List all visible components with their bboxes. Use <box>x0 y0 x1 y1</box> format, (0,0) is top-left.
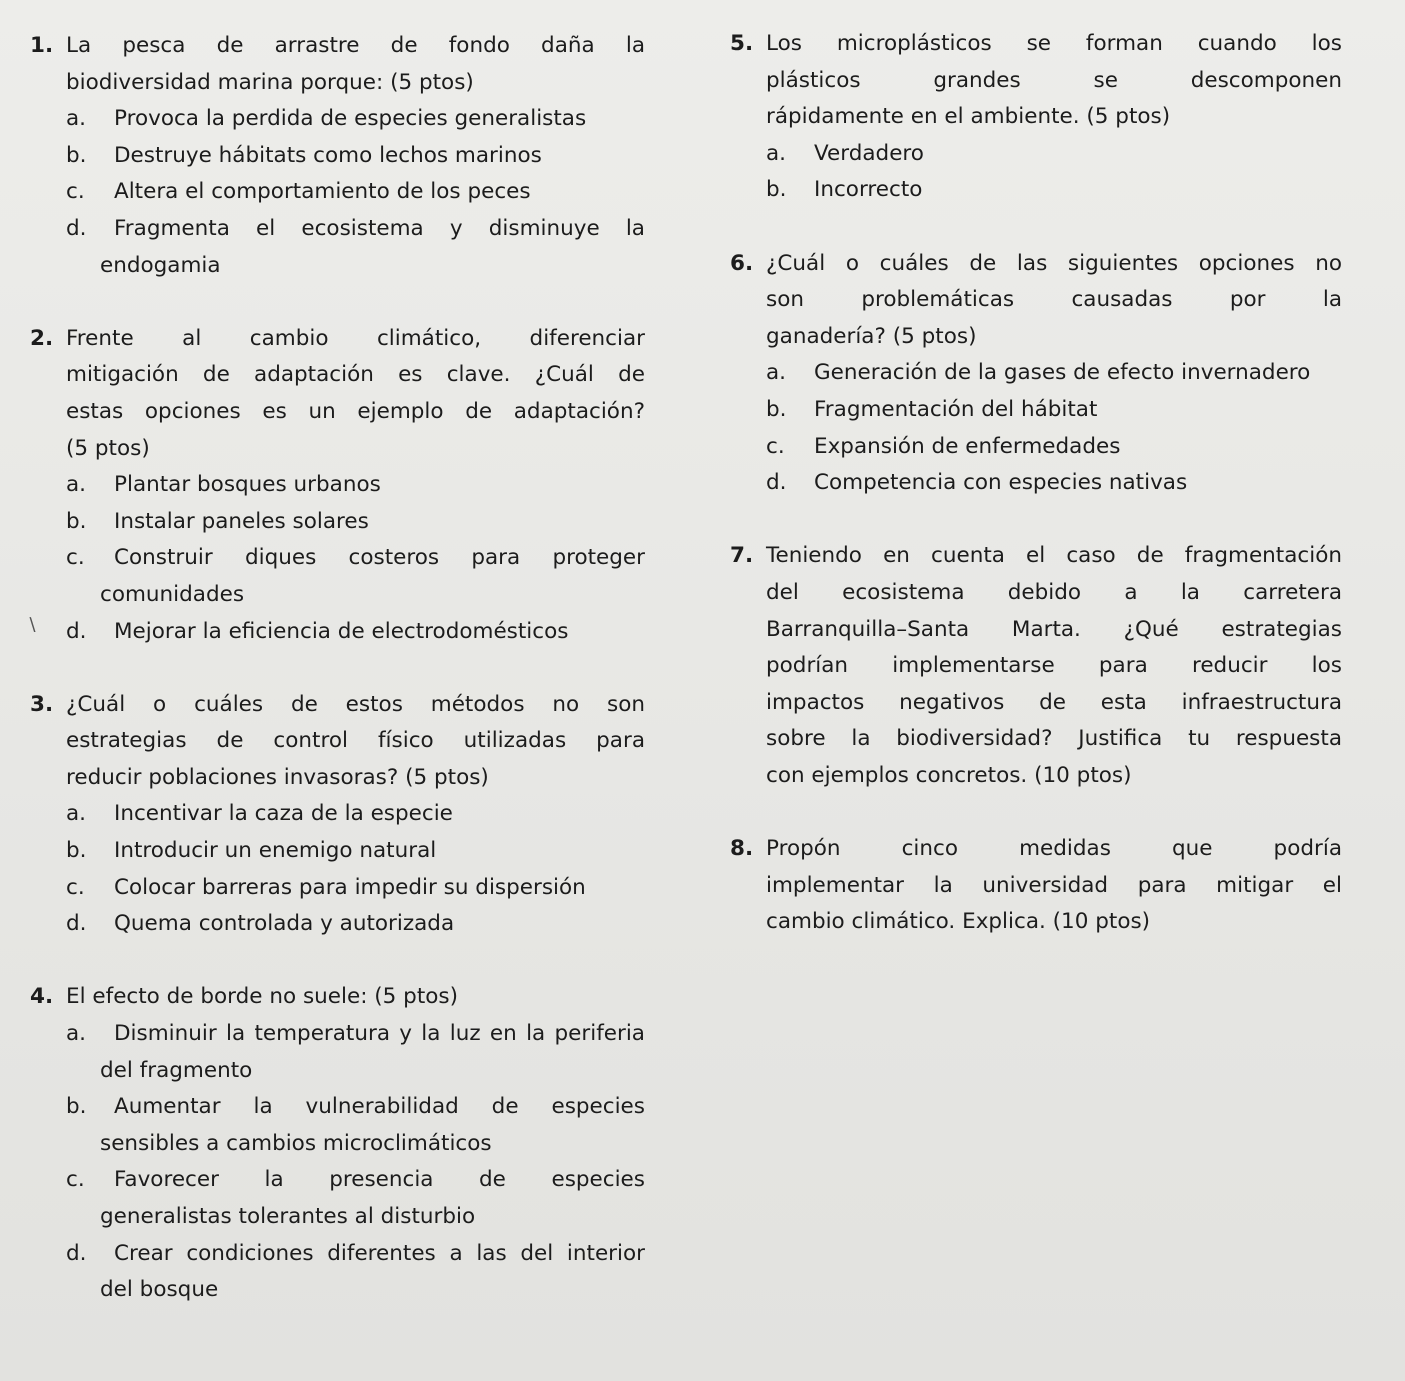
option-text: Fragmentación del hábitat <box>814 396 1098 422</box>
question-spacer <box>30 650 645 687</box>
answer-option-c <box>30 1162 645 1199</box>
answer-option-d <box>30 1236 645 1273</box>
question-stem-line <box>730 831 1342 868</box>
answer-option-a <box>30 467 645 504</box>
question-stem-line: estas opciones es un ejemplo de adaptación? <box>66 398 645 424</box>
option-text-continuation: generalistas tolerantes al disturbio <box>100 1204 476 1229</box>
question-stem-line: sobre la biodiversidad? Justifica tu respuesta <box>766 726 1342 752</box>
option-letter: b. <box>66 142 87 168</box>
question-stem-text: La pesca de arrastre de fondo daña la <box>66 33 645 58</box>
question-stem-line: rápidamente en el ambiente. (5 ptos) <box>766 104 1171 130</box>
question-stem-line <box>30 979 645 1016</box>
answer-option-a <box>30 101 645 138</box>
option-text-continuation: endogamia <box>100 252 221 278</box>
option-text: Generación de la gases de efecto invernadero <box>814 360 1311 386</box>
answer-option-c <box>30 540 645 577</box>
option-letter: d. <box>66 215 87 241</box>
option-text-continuation: del bosque <box>100 1277 219 1303</box>
question-stem-line <box>730 246 1342 283</box>
option-letter: c. <box>66 179 85 205</box>
option-text: Destruye hábitats como lechos marinos <box>114 142 542 168</box>
option-letter: c. <box>766 433 785 459</box>
answer-option-d <box>730 465 1342 502</box>
question-number: 2. <box>30 325 54 351</box>
question-3 <box>30 687 645 943</box>
answer-option-b <box>730 392 1342 429</box>
question-stem-line: son problemáticas causadas por la <box>766 287 1342 313</box>
question-stem-line <box>30 321 645 358</box>
left-column <box>30 28 645 1309</box>
question-number: 5. <box>730 31 754 56</box>
question-spacer <box>30 943 645 980</box>
option-letter: a. <box>66 472 87 498</box>
question-stem-text: Frente al cambio climático, diferenciar <box>66 325 645 351</box>
question-6 <box>730 246 1342 502</box>
answer-option-a <box>30 796 645 833</box>
answer-option-c <box>730 429 1342 466</box>
question-stem-line: implementar la universidad para mitigar el <box>766 872 1342 898</box>
question-stem-line: reducir poblaciones invasoras? (5 ptos) <box>66 764 489 790</box>
question-stem-line: cambio climático. Explica. (10 ptos) <box>766 909 1151 935</box>
answer-option-b <box>30 1089 645 1126</box>
option-letter: d. <box>66 911 87 937</box>
question-stem-line <box>30 687 645 724</box>
question-number: 3. <box>30 691 54 717</box>
option-text: Expansión de enfermedades <box>814 433 1121 459</box>
question-number: 8. <box>730 836 754 862</box>
option-letter: c. <box>66 545 85 571</box>
question-stem-line: estrategias de control físico utilizadas para <box>66 728 645 754</box>
option-letter: a. <box>66 801 87 827</box>
pen-mark: ∖ <box>26 615 38 636</box>
question-stem-line: mitigación de adaptación es clave. ¿Cuál de <box>66 362 645 388</box>
question-stem-line: Barranquilla–Santa Marta. ¿Qué estrategias <box>766 616 1342 642</box>
question-stem-text: Teniendo en cuenta el caso de fragmentación <box>766 543 1342 569</box>
question-8 <box>730 831 1342 941</box>
question-number: 1. <box>30 33 54 58</box>
option-letter: c. <box>66 1167 85 1193</box>
option-text: Altera el comportamiento de los peces <box>114 179 531 205</box>
question-number: 7. <box>730 543 754 569</box>
option-text: Incorrecto <box>814 177 923 203</box>
question-spacer <box>730 794 1342 831</box>
question-5 <box>730 26 1342 209</box>
question-stem-text: Propón cinco medidas que podría <box>766 836 1342 862</box>
question-number: 6. <box>730 250 754 276</box>
question-stem-line: del ecosistema debido a la carretera <box>766 579 1342 605</box>
answer-option-d <box>30 211 645 248</box>
answer-option-a <box>730 355 1342 392</box>
question-stem-text: El efecto de borde no suele: (5 ptos) <box>66 984 459 1010</box>
option-text: Fragmenta el ecosistema y disminuye la <box>114 215 645 241</box>
question-2 <box>30 321 645 650</box>
answer-option-b <box>730 172 1342 209</box>
option-letter: a. <box>66 1021 87 1047</box>
question-number: 4. <box>30 984 54 1010</box>
option-text: Introducir un enemigo natural <box>114 838 437 864</box>
option-letter: b. <box>766 177 787 203</box>
question-stem-line: con ejemplos concretos. (10 ptos) <box>766 762 1132 788</box>
option-letter: b. <box>66 1094 87 1120</box>
option-letter: b. <box>66 508 87 534</box>
option-text: Favorecer la presencia de especies <box>114 1167 645 1193</box>
question-1 <box>30 28 645 284</box>
answer-option-c <box>30 174 645 211</box>
option-text-continuation: del fragmento <box>100 1057 253 1083</box>
question-stem-line <box>730 26 1342 63</box>
option-letter: d. <box>66 1240 87 1266</box>
option-text: Quema controlada y autorizada <box>114 911 455 937</box>
answer-option-a <box>730 136 1342 173</box>
option-text: Aumentar la vulnerabilidad de especies <box>114 1094 645 1120</box>
answer-option-d <box>30 614 645 651</box>
option-letter: b. <box>766 396 787 422</box>
option-letter: a. <box>66 106 87 132</box>
option-text: Provoca la perdida de especies generalistas <box>114 106 587 132</box>
option-text: Crear condiciones diferentes a las del interior <box>114 1240 645 1266</box>
option-text: Instalar paneles solares <box>114 508 369 534</box>
option-text: Construir diques costeros para proteger <box>114 545 645 571</box>
answer-option-b <box>30 138 645 175</box>
question-spacer <box>30 284 645 321</box>
question-7 <box>730 538 1342 794</box>
question-stem-text: ¿Cuál o cuáles de estos métodos no son <box>66 691 645 717</box>
answer-option-b <box>30 833 645 870</box>
question-4 <box>30 979 645 1308</box>
option-letter: a. <box>766 140 787 166</box>
question-stem-text: Los microplásticos se forman cuando los <box>766 31 1342 56</box>
option-letter: a. <box>766 360 787 386</box>
question-stem-line <box>30 28 645 65</box>
option-text-continuation: sensibles a cambios microclimáticos <box>100 1130 492 1156</box>
option-letter: d. <box>66 618 87 644</box>
option-text: Competencia con especies nativas <box>814 470 1188 496</box>
answer-option-a <box>30 1016 645 1053</box>
option-text: Colocar barreras para impedir su dispersión <box>114 874 586 900</box>
answer-option-d <box>30 906 645 943</box>
question-stem-line: (5 ptos) <box>66 435 150 461</box>
option-letter: b. <box>66 838 87 864</box>
option-text: Verdadero <box>814 140 924 166</box>
answer-option-c <box>30 870 645 907</box>
question-stem-line: impactos negativos de esta infraestructura <box>766 689 1342 715</box>
question-stem-line: ganadería? (5 ptos) <box>766 323 977 349</box>
question-spacer <box>730 502 1342 539</box>
right-column <box>730 26 1342 941</box>
question-stem-text: ¿Cuál o cuáles de las siguientes opciones no <box>766 250 1342 276</box>
option-letter: d. <box>766 470 787 496</box>
option-text: Disminuir la temperatura y la luz en la periferia <box>114 1021 645 1047</box>
option-text-continuation: comunidades <box>100 581 245 607</box>
answer-option-b <box>30 504 645 541</box>
question-stem-line <box>730 538 1342 575</box>
option-text: Incentivar la caza de la especie <box>114 801 453 827</box>
question-stem-line: podrían implementarse para reducir los <box>766 653 1342 679</box>
question-stem-line: biodiversidad marina porque: (5 ptos) <box>66 69 474 95</box>
option-letter: c. <box>66 874 85 900</box>
option-text: Mejorar la eficiencia de electrodomésticos <box>114 618 569 644</box>
question-stem-line: plásticos grandes se descomponen <box>766 67 1342 93</box>
option-text: Plantar bosques urbanos <box>114 472 381 498</box>
question-spacer <box>730 209 1342 246</box>
